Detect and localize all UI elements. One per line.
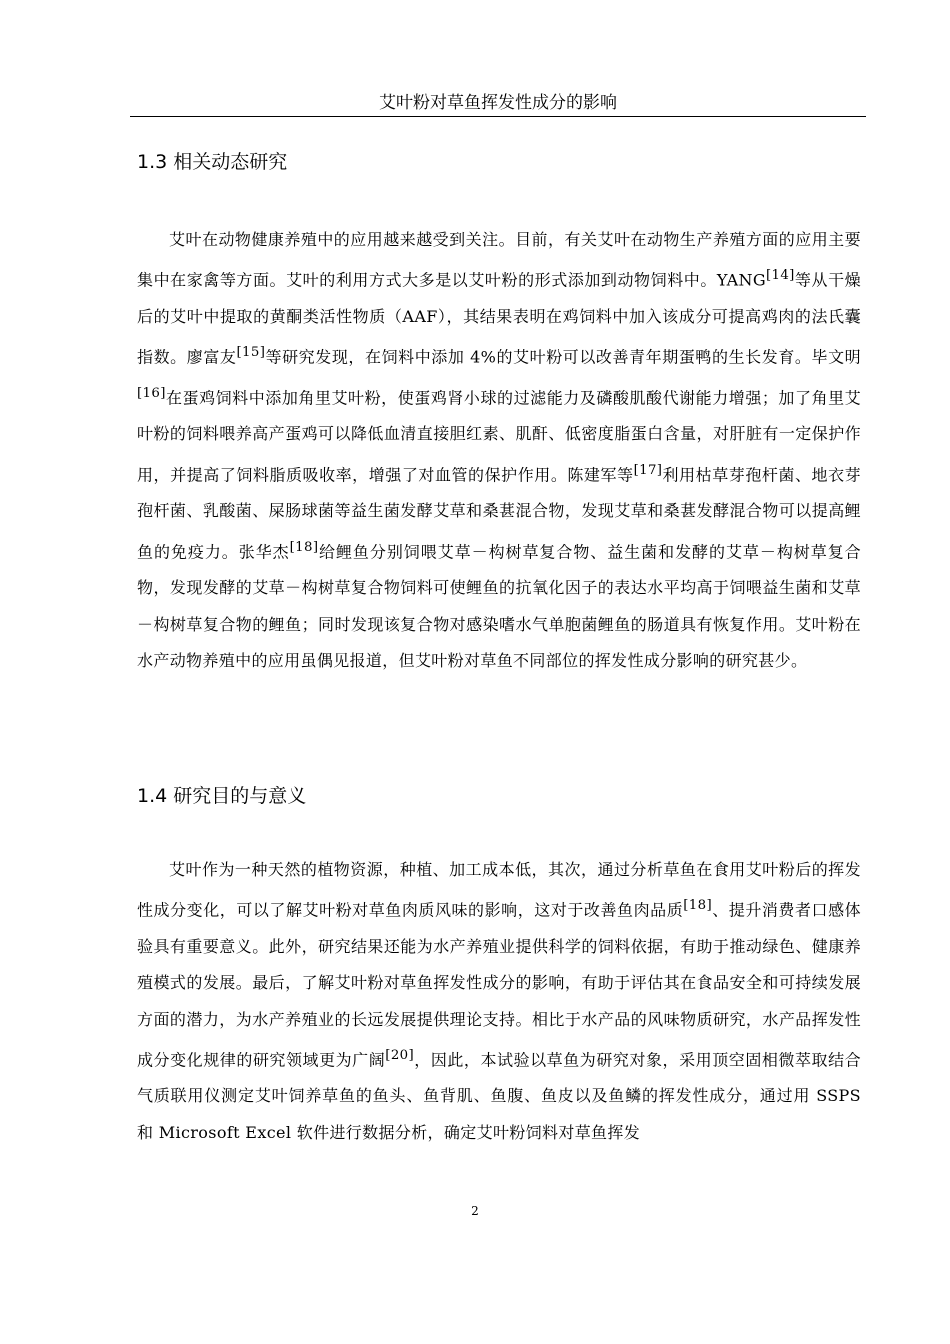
section-heading-1-3: 1.3 相关动态研究: [137, 151, 288, 173]
citation-ref: [15]: [236, 345, 266, 361]
citation-ref: [14]: [765, 268, 795, 284]
paragraph-text-run: 利用枯草芽孢杆菌、地衣芽孢杆菌、乳酸菌、屎肠球菌等益生菌发酵艾草和桑葚混合物，发现艾草和桑葚发酵混合物可以提高鲤鱼的免疫力。张华杰: [137, 465, 861, 562]
paragraph-text-run: 在蛋鸡饲料中添加角里艾叶粉，使蛋鸡肾小球的过滤能力及磷酸肌酸代谢能力增强；加了角里艾叶粉的饲料喂养高产蛋鸡可以降低血清直接胆红素、肌酐、低密度脂蛋白含量，对肝脏有一定保护作用，并提高了饲料脂质吸收率，增强了对血管的保护作用。陈建军等: [137, 388, 861, 485]
paragraph-text-run: ，因此，本试验以草鱼为研究对象，采用顶空固相微萃取结合气质联用仪测定艾叶饲养草鱼的鱼头、鱼背肌、鱼腹、鱼皮以及鱼鳞的挥发性成分，通过用 SSPS 和 Microsoft Excel 软件进行数据分析，确定艾叶粉饲料对草鱼挥发: [137, 1050, 861, 1142]
paragraph-text-run: 等研究发现，在饲料中添加 4%的艾叶粉可以改善青年期蛋鸭的生长发育。毕文明: [265, 347, 862, 367]
running-header-title: 艾叶粉对草鱼挥发性成分的影响: [379, 93, 617, 113]
citation-ref: [18]: [683, 898, 713, 914]
paragraph-text-run: 等从干燥后的艾叶中提取的黄酮类活性物质（AAF），其结果表明在鸡饲料中加入该成分可提高鸡肉的法氏囊指数。廖富友: [137, 270, 861, 367]
paragraph-text-run: 、提升消费者口感体验具有重要意义。此外，研究结果还能为水产养殖业提供科学的饲料依据，有助于推动绿色、健康养殖模式的发展。最后，了解艾叶粉对草鱼挥发性成分的影响，有助于评估其在食品安全和可持续发展方面的潜力，为水产养殖业的长远发展提供理论支持。相比于水产品的风味物质研究，水产品挥发性成分变化规律的研究领域更为广阔: [137, 900, 861, 1070]
citation-ref: [20]: [385, 1047, 415, 1063]
citation-ref: [18]: [289, 539, 319, 555]
section-heading-1-4: 1.4 研究目的与意义: [137, 785, 307, 807]
citation-ref: [16]: [137, 385, 166, 401]
paragraph-text-run: 艾叶作为一种天然的植物资源，种植、加工成本低，其次，通过分析草鱼在食用艾叶粉后的挥发性成分变化，可以了解艾叶粉对草鱼肉质风味的影响，这对于改善鱼肉品质: [137, 860, 861, 920]
paragraph-text-run: 艾叶在动物健康养殖中的应用越来越受到关注。目前，有关艾叶在动物生产养殖方面的应用主要集中在家禽等方面。艾叶的利用方式大多是以艾叶粉的形式添加到动物饲料中。YANG: [137, 230, 861, 290]
paragraph-text-run: 给鲤鱼分别饲喂艾草－构树草复合物、益生菌和发酵的艾草－构树草复合物，发现发酵的艾草－构树草复合物饲料可使鲤鱼的抗氧化因子的表达水平均高于饲喂益生菌和艾草－构树草复合物的鲤鱼；同时发现该复合物对感染嗜水气单胞菌鲤鱼的肠道具有恢复作用。艾叶粉在水产动物养殖中的应用虽偶见报道，但艾叶粉对草鱼不同部位的挥发性成分影响的研究甚少。: [137, 542, 862, 670]
header-rule: [130, 116, 866, 117]
citation-ref: [17]: [633, 462, 663, 478]
section-1-3-paragraph: [137, 222, 861, 679]
page-number: 2: [471, 1204, 479, 1218]
section-1-4-paragraph: [137, 852, 861, 1151]
